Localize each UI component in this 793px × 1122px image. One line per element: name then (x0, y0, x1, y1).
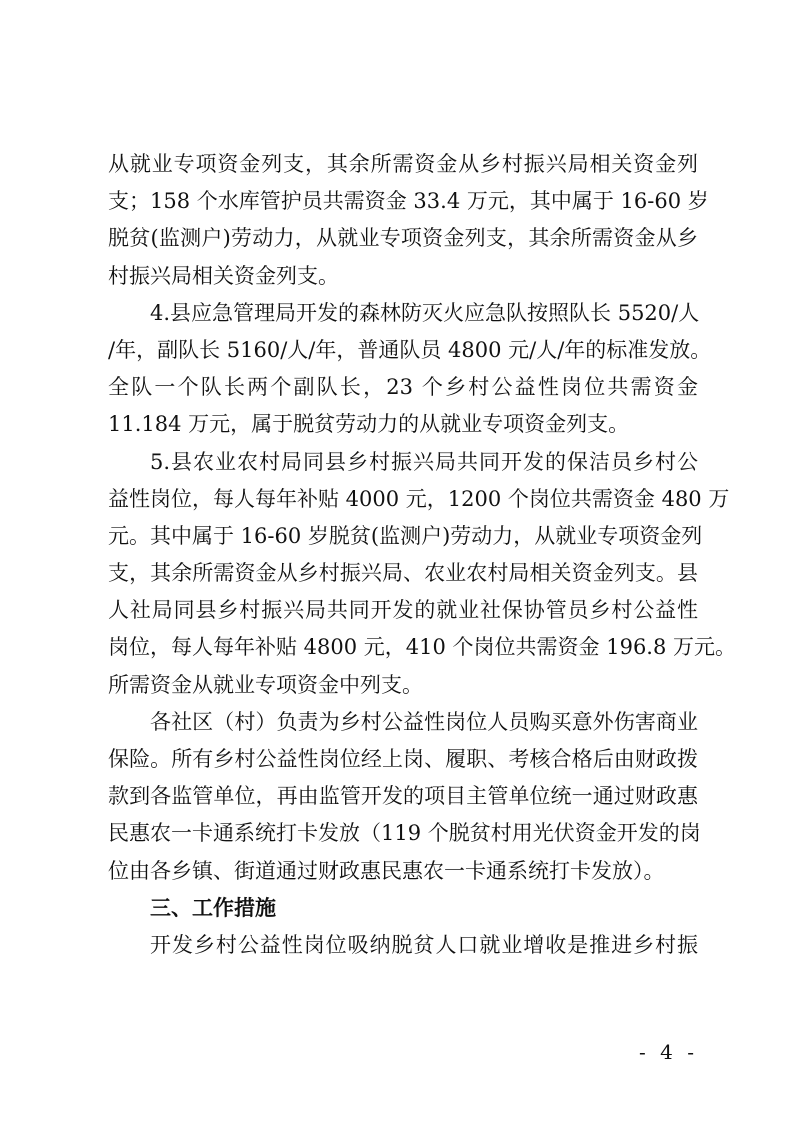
section-heading: 三、工作措施 (150, 895, 276, 920)
text-line: 保险。所有乡村公益性岗位经上岗、履职、考核合格后由财政拨 (108, 747, 698, 771)
page-number: - 4 - (639, 1040, 698, 1064)
text-line: 人社局同县乡村振兴局共同开发的就业社保协管员乡村公益性 (108, 598, 698, 623)
text-line: 5.县农业农村局同县乡村振兴局共同开发的保洁员乡村公 (150, 449, 698, 474)
text-line: 元。其中属于 16-60 岁脱贫(监测户)劳动力，从就业专项资金列 (108, 523, 703, 548)
text-line: 各社区（村）负责为乡村公益性岗位人员购买意外伤害商业 (150, 709, 698, 734)
text-line: 位由各乡镇、街道通过财政惠民惠农一卡通系统打卡发放）。 (108, 858, 665, 883)
text-line: 村振兴局相关资金列支。 (108, 263, 339, 288)
text-line: 民惠农一卡通系统打卡发放（119 个脱贫村用光伏资金开发的岗 (108, 821, 701, 846)
text-line: 4.县应急管理局开发的森林防灭火应急队按照队长 5520/人 (150, 300, 700, 325)
text-line: 支，其余所需资金从乡村振兴局、农业农村局相关资金列支。县 (108, 561, 698, 586)
text-line: 支；158 个水库管护员共需资金 33.4 万元，其中属于 16-60 岁 (108, 189, 709, 214)
text-line: 款到各监管单位，再由监管开发的项目主管单位统一通过财政惠 (108, 784, 698, 809)
text-line: 益性岗位，每人每年补贴 4000 元，1200 个岗位共需资金 480 万 (108, 486, 730, 511)
text-line: /年，副队长 5160/人/年，普通队员 4800 元/人/年的标准发放。 (108, 337, 712, 362)
text-line: 全队一个队长两个副队长，23 个乡村公益性岗位共需资金 (108, 375, 698, 400)
text-line: 11.184 万元，属于脱贫劳动力的从就业专项资金列支。 (108, 412, 630, 437)
document-body (108, 146, 737, 964)
text-line: 开发乡村公益性岗位吸纳脱贫人口就业增收是推进乡村振 (150, 932, 698, 957)
text-line: 脱贫(监测户)劳动力，从就业专项资金列支，其余所需资金从乡 (108, 226, 698, 251)
text-line: 岗位，每人每年补贴 4800 元，410 个岗位共需资金 196.8 万元。 (108, 635, 737, 660)
text-line: 从就业专项资金列支，其余所需资金从乡村振兴局相关资金列 (108, 152, 698, 176)
text-line: 所需资金从就业专项资金中列支。 (108, 672, 423, 697)
